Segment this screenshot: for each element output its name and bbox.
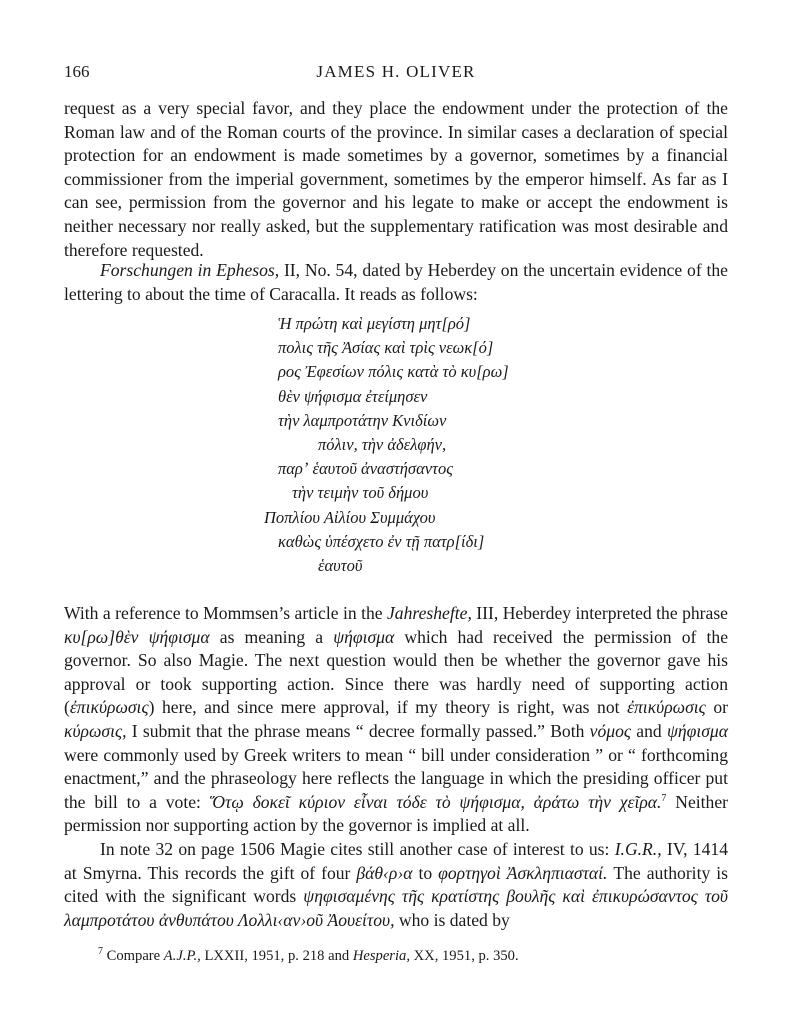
text-run: With a reference to Mommsen’s article in the bbox=[64, 603, 387, 623]
text-run: were commonly used by Greek writers to mean “ bill under consideration ” or “ forthcoming enactment,” and the phraseology here reflects the language in which the presiding officer put the bill to a vote: bbox=[64, 744, 728, 812]
greek-phrase: βάθ‹ρ›α bbox=[356, 862, 413, 883]
text-run: The authority is cited with the significant words bbox=[64, 862, 728, 907]
footnote-number: 7 bbox=[98, 946, 103, 958]
text-run: or bbox=[705, 697, 728, 718]
inscription-line: Ἡ πρώτη καὶ μεγίστη μητ[ρό] bbox=[278, 314, 471, 333]
page-header bbox=[64, 62, 728, 86]
text-run: to bbox=[412, 862, 439, 883]
inscription-line: θὲν ψήφισμα ἐτείμησεν bbox=[278, 386, 428, 406]
footnote bbox=[98, 946, 738, 966]
footnote-marker: 7 bbox=[661, 792, 667, 804]
text-run: which had received the permission of the governor. So also Magie. The next question would then be whether the governor gave his approval or took supporting action. Since there was hardly need of supporting action ( bbox=[64, 626, 728, 718]
text-run: In note 32 on page 1506 Magie cites still another case of interest to us: bbox=[100, 839, 615, 859]
text-run: who is dated by bbox=[394, 909, 510, 930]
text-run: LXXII, 1951, p. 218 and bbox=[200, 948, 353, 964]
greek-phrase: ψήφισμα bbox=[666, 720, 728, 741]
greek-phrase: ψηφισαμένης τῆς κρατίστης βουλῆς καὶ ἐπικυρώσαντος τοῦ λαμπροτάτου ἀνθυπάτου Λολλι‹αν›οῦ Ἀουείτου, bbox=[64, 886, 728, 930]
journal-title: Hesperia, bbox=[352, 948, 410, 964]
text-run: Neither permission nor supporting action by the governor is implied at all. bbox=[64, 791, 728, 836]
inscription-line: πόλιν, τὴν ἀδελφήν, bbox=[318, 435, 447, 455]
text-run: Compare bbox=[103, 948, 164, 964]
greek-phrase: κύρωσις, bbox=[64, 720, 127, 741]
paragraph-2-text: II, No. 54, dated by Heberdey on the uncertain evidence of the lettering to about the time of Caracalla. It reads as follows: bbox=[64, 260, 728, 304]
greek-phrase: ψήφισμα bbox=[333, 626, 395, 647]
paragraph-1: request as a very special favor, and they place the endowment under the protection of the Roman law and of the Roman courts of the province. In similar cases a declaration of special protection for an endowment is made sometimes by a governor, sometimes by a financial commissioner from the imperial government, sometimes by the emperor himself. As far as I can see, permission from the governor and his legate to make or accept the endowment is neither necessary nor really asked, but the supplementary ratification was most desirable and therefore requested. bbox=[64, 98, 728, 260]
inscription-line: Ποπλίου Αἰλίου Συμμάχου bbox=[264, 507, 436, 527]
page-number: 166 bbox=[64, 62, 90, 81]
text-run: as meaning a bbox=[209, 626, 334, 647]
citation-title: I.G.R., bbox=[614, 839, 662, 859]
text-run: IV, 1414 at Smyrna. This records the gift of four bbox=[64, 839, 728, 883]
running-head: JAMES H. OLIVER bbox=[316, 62, 476, 81]
inscription-line: τὴν λαμπροτάτην Κνιδίων bbox=[278, 410, 447, 430]
greek-phrase: φορτηγοὶ Ἀσκληπιασταί. bbox=[438, 862, 608, 883]
inscription-line: πολις τῆς Ἀσίας καὶ τρὶς νεωκ[ό] bbox=[278, 338, 494, 358]
inscription-line: παρʼ ἑαυτοῦ ἀναστήσαντος bbox=[278, 459, 453, 479]
paragraph-2 bbox=[64, 259, 728, 306]
inscription-line: ρος Ἐφεσίων πόλις κατὰ τὸ κυ[ρω] bbox=[278, 362, 509, 382]
journal-title: A.J.P., bbox=[163, 948, 201, 964]
inscription-block bbox=[264, 312, 564, 578]
inscription-line: ἑαυτοῦ bbox=[318, 556, 363, 576]
greek-phrase: ἐπικύρωσις bbox=[69, 697, 149, 718]
text-run: III, Heberdey interpreted the phrase bbox=[471, 603, 728, 623]
greek-phrase: νόμος bbox=[589, 720, 632, 741]
inscription-line: καθὼς ὑπέσχετο ἐν τῇ πατρ[ίδι] bbox=[278, 531, 485, 551]
inscription-line: τὴν τειμὴν τοῦ δήμου bbox=[292, 483, 429, 503]
greek-phrase: Ὅτῳ δοκεῖ κύριον εἶναι τόδε τὸ ψήφισμα, ἀράτω τὴν χεῖρα. bbox=[209, 791, 662, 812]
greek-phrase: κυ[ρω]θὲν ψήφισμα bbox=[64, 626, 210, 647]
greek-phrase: ἐπικύρωσις bbox=[627, 697, 706, 718]
work-title: Forschungen in Ephesos, bbox=[100, 260, 280, 280]
text-run: and bbox=[631, 720, 667, 741]
paragraph-3 bbox=[64, 602, 728, 838]
text-run: XX, 1951, p. 350. bbox=[409, 948, 519, 964]
text-run: I submit that the phrase means “ decree formally passed.” Both bbox=[126, 720, 590, 741]
journal-title: Jahreshefte, bbox=[387, 603, 472, 623]
text-run: ) here, and since mere approval, if my theory is right, was not bbox=[148, 697, 628, 718]
paragraph-4 bbox=[64, 838, 728, 932]
